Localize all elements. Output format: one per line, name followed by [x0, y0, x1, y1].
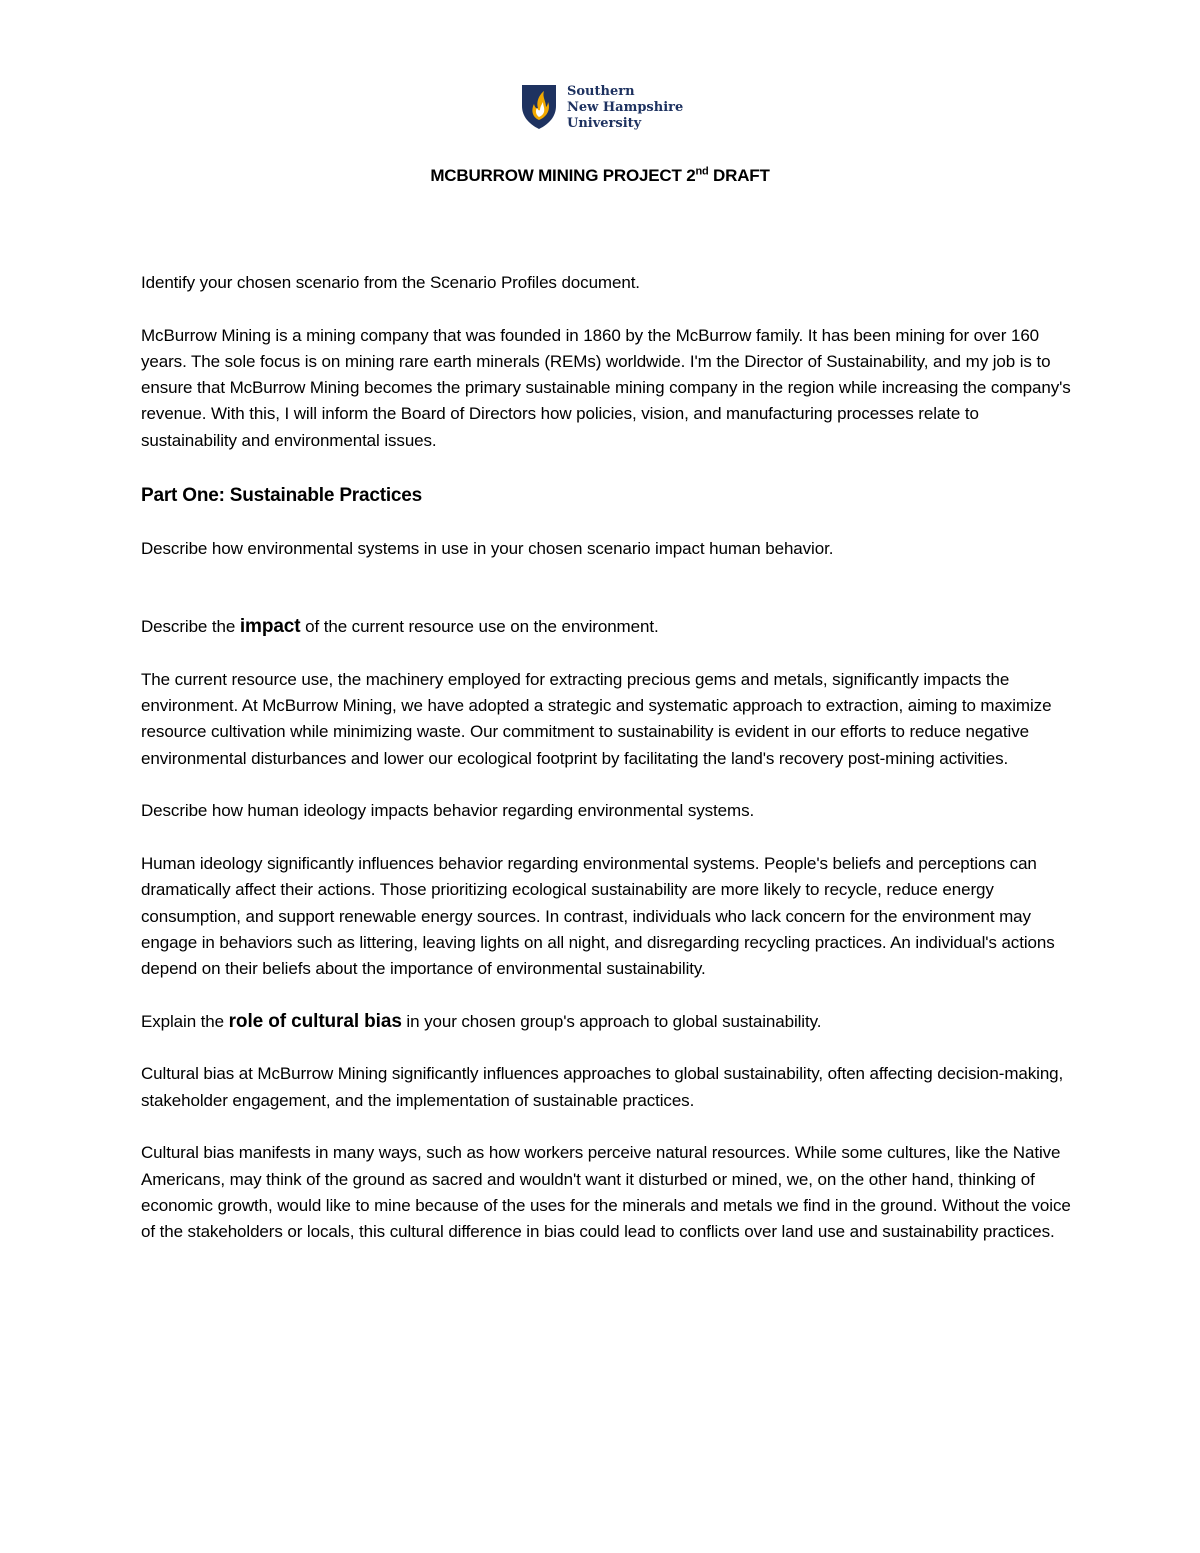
prompt-cultural-bias: [141, 1009, 1071, 1035]
document-body: [141, 270, 1071, 1272]
paragraph-intro: McBurrow Mining is a mining company that was founded in 1860 by the McBurrow family. It has been mining for over 160 years. The sole focus is on mining rare earth minerals (REMs) worldwide. I'm the Director of Sustainability, and my job is to ensure that McBurrow Mining becomes the primary sustainable mining company in the region while increasing the company's revenue. With this, I will inform the Board of Directors how policies, vision, and manufacturing processes relate to sustainability and environmental issues.: [141, 325, 1071, 450]
prompt-impact: [141, 614, 1071, 640]
prompt-bias-post: in your chosen group's approach to global sustainability.: [401, 1011, 822, 1031]
heading-part-one: Part One: Sustainable Practices: [141, 485, 423, 507]
university-logo: [521, 84, 683, 132]
title-superscript: nd: [695, 165, 709, 178]
prompt-ideology: Describe how human ideology impacts behavior regarding environmental systems.: [141, 801, 755, 821]
university-name: [567, 84, 683, 132]
logo-line-2: New Hampshire: [567, 100, 684, 115]
prompt-impact-emphasis: impact: [239, 616, 301, 638]
shield-flame-icon: [521, 84, 557, 130]
prompt-scenario: Identify your chosen scenario from the Scenario Profiles document.: [141, 273, 640, 292]
prompt-environmental-systems: Describe how environmental systems in use in your chosen scenario impact human behavior.: [141, 538, 834, 558]
logo-line-1: Southern: [567, 84, 635, 99]
logo-line-3: University: [567, 116, 642, 131]
paragraph-impact: The current resource use, the machinery employed for extracting precious gems and metals, significantly impacts the environment. At McBurrow Mining, we have adopted a strategic and systematic approach to extraction, aiming to maximize resource cultivation while minimizing waste. Our commitment to sustainability is evident in our efforts to reduce negative environmental disturbances and lower our ecological footprint by facilitating the land's recovery post-mining activities.: [141, 669, 1052, 768]
paragraph-ideology: Human ideology significantly influences behavior regarding environmental systems. People's beliefs and perceptions can dramatically affect their actions. Those prioritizing ecological sustainability are more likely to recycle, reduce energy consumption, and support renewable energy sources. In contrast, individuals who lack concern for the environment may engage in behaviors such as littering, leaving lights on all night, and disregarding recycling practices. An individual's actions depend on their beliefs about the importance of environmental sustainability.: [141, 853, 1055, 979]
prompt-bias-emphasis: role of cultural bias: [228, 1010, 402, 1032]
prompt-impact-pre: Describe the: [141, 617, 240, 637]
prompt-bias-pre: Explain the: [141, 1011, 229, 1031]
paragraph-cultural-bias-2: Cultural bias manifests in many ways, such as how workers perceive natural resources. While some cultures, like the Native Americans, may think of the ground as sacred and wouldn't want it disturbed or mined, we, on the other hand, thinking of economic growth, would like to mine because of the uses for the minerals and metals we find in the ground. Without the voice of the stakeholders or locals, this cultural difference in bias could lead to conflicts over land use and sustainability practices.: [141, 1143, 1071, 1242]
paragraph-cultural-bias-1: Cultural bias at McBurrow Mining significantly influences approaches to global sustainability, often affecting decision-making, stakeholder engagement, and the implementation of sustainable practices.: [141, 1064, 1064, 1110]
document-title: [0, 166, 1200, 186]
title-tail: DRAFT: [708, 166, 770, 185]
title-main: MCBURROW MINING PROJECT 2: [430, 166, 696, 185]
prompt-impact-post: of the current resource use on the environment.: [300, 617, 659, 637]
